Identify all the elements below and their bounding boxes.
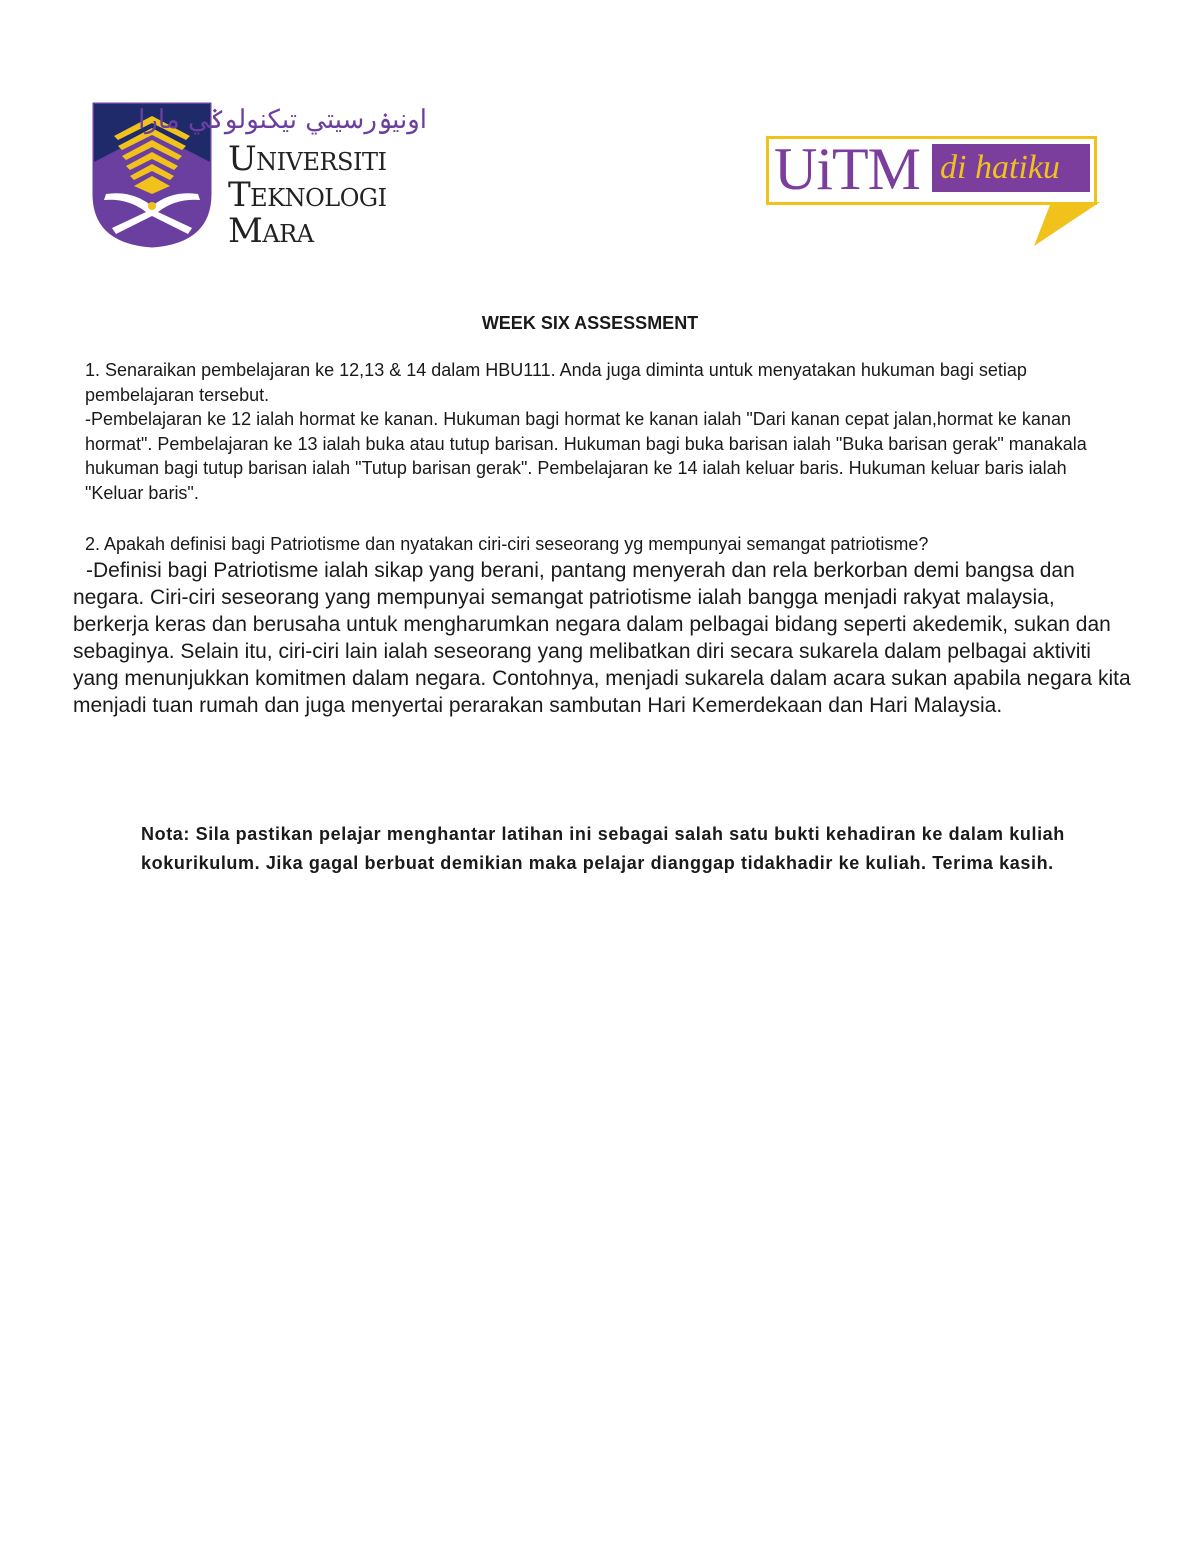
question-2-answer-block [73,557,1133,719]
logo-brand-text: UiTM [774,136,920,202]
question-1-prompt: 1. Senaraikan pembelajaran ke 12,13 & 14 dalam HBU111. Anda juga diminta untuk menyatakan hukuman bagi setiap pembelajaran tersebut. [85,360,1027,405]
jawi-wordmark: اونيۏرسيتي تيكنولوݢي مارا [138,105,427,135]
uitm-logo [92,100,437,250]
question-1-answer: -Pembelajaran ke 12 ialah hormat ke kanan. Hukuman bagi hormat ke kanan ialah "Dari kanan cepat jalan,hormat ke kanan hormat". Pembelajaran ke 13 ialah buka atau tutup barisan. Hukuman bagi buka barisan ialah "Buka barisan gerak" manakala hukuman bagi tutup barisan ialah "Tutup barisan gerak". Pembelajaran ke 14 ialah keluar baris. Hukuman keluar baris ialah "Keluar baris". [85,409,1087,503]
logo-tagline-banner [932,144,1090,192]
uitm-di-hatiku-logo [766,136,1102,248]
uitm-name-line-1: Universiti [228,139,387,179]
uitm-name-line-3: Mara [228,211,314,251]
question-1 [85,358,1125,505]
question-2-answer: -Definisi bagi Patriotisme ialah sikap yang berani, pantang menyerah dan rela berkorban demi bangsa dan negara. Ciri-ciri seseorang yang mempunyai semangat patriotisme ialah bangga menjadi rakyat malaysia, berkerja keras dan berusaha untuk mengharumkan negara dalam pelbagai bidang seperti akedemik, sukan dan sebaginya. Selain itu, ciri-ciri lain ialah seseorang yang melibatkan diri secara sukarela dalam pelbagai aktiviti yang menunjukkan komitmen dalam negara. Contohnya, menjadi sukarela dalam acara sukan apabila negara kita menjadi tuan rumah dan juga menyertai perarakan sambutan Hari Kemerdekaan dan Hari Malaysia. [73,559,1131,717]
speech-tail-icon [1028,202,1102,248]
logo-tagline-text: di hatiku [940,149,1060,186]
page-title: WEEK SIX ASSESSMENT [481,313,699,333]
uitm-name-line-2: Teknologi [228,175,387,215]
attendance-note: Nota: Sila pastikan pelajar menghantar latihan ini sebagai salah satu bukti kehadiran ke dalam kuliah kokurikulum. Jika gagal berbuat demikian maka pelajar dianggap tidakhadir ke kuliah. Terima kasih. [141,824,1065,873]
question-2-prompt: 2. Apakah definisi bagi Patriotisme dan nyatakan ciri-ciri seseorang yg mempunyai semangat patriotisme? [85,534,929,554]
